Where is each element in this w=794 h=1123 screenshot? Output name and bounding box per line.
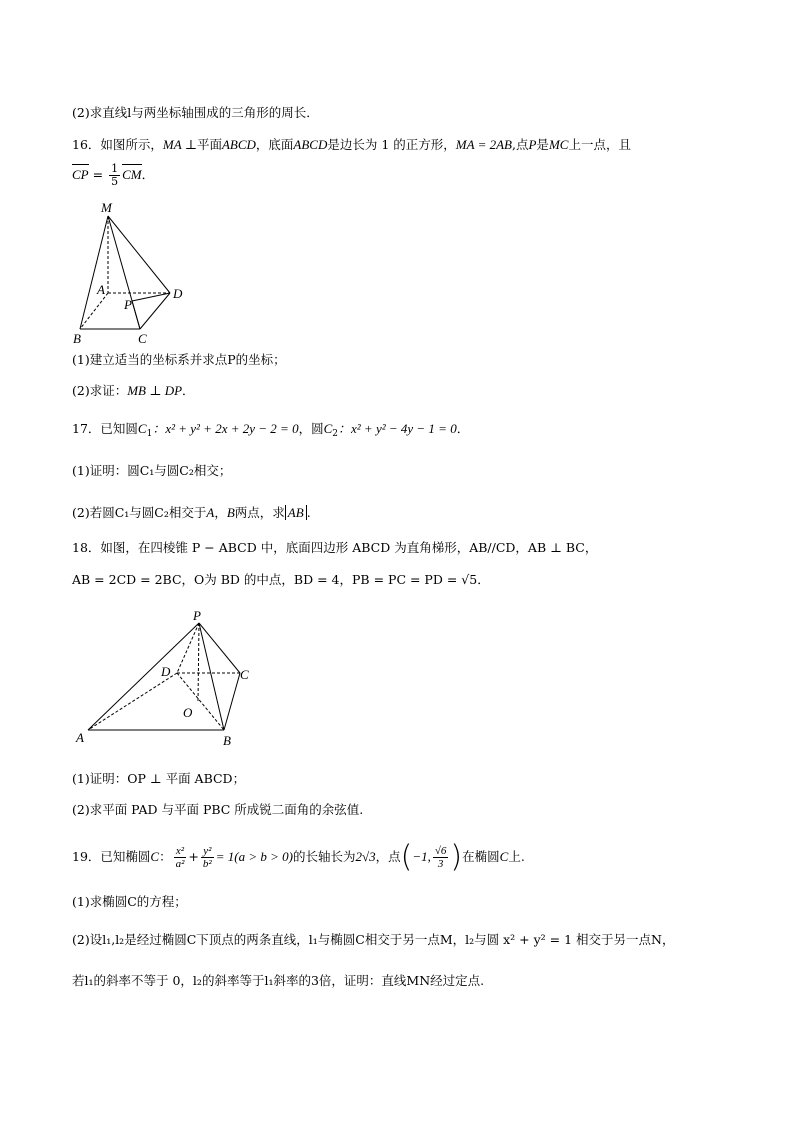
q16-part2-a: (2)求证： [72,383,128,398]
q16-pyramid-figure [70,196,200,348]
q19-stem-c: ： [159,849,172,864]
q16-label-d: D [173,286,183,301]
q19-stem-d: 的长轴长为 [292,849,356,864]
q17-part2-e: 两点，求 [234,505,285,520]
q18-line1 [72,539,597,557]
q15-part2: (2)求直线l与两坐标轴围成的三角形的周长． [72,105,319,120]
q19-pt-frac [433,845,449,870]
q16-vector-cm: CM [122,167,142,182]
q17-c1: C [137,421,147,436]
q18-label-d: D [161,664,171,679]
q19-frac-x [174,845,187,870]
q16-label-p: P [124,297,132,312]
q19-pt-n: √6 [434,845,447,857]
q17-end: ． [456,421,470,436]
q17-eq2: ：x² + y² − 4y − 1 = 0 [338,421,457,436]
q16-stem-g: 是边长为 1 的正方形， [327,137,456,152]
q16-stem-i: ,点 [511,137,529,152]
q19-part2-line1: (2)设l₁,l₂是经过椭圆C下顶点的两条直线，l₁与椭圆C相交于另一点M，l₂与圆 x² + y² = 1 相交于另一点N， [72,932,675,947]
q18-number: 18． [72,540,101,555]
q18-pyramid-figure [72,604,262,750]
q17-stem-a: 已知圆 [100,421,138,436]
q18-part2: (2)求平面 PAD 与平面 PBC 所成锐二面角的余弦值. [72,802,364,817]
q17-part1: (1)证明：圆C₁与圆C₂相交； [72,463,232,478]
q16-vector-cp: CP [72,167,89,182]
q19-cond: = 1(a > b > 0) [215,849,293,864]
q16-fraction [109,163,120,188]
q18-label-b: B [223,733,231,748]
q16-stem-c: 平面 [196,137,222,152]
q17-eq1: ：x² + y² + 2x + 2y − 2 = 0 [152,421,299,436]
q18-label-p: P [193,608,201,623]
q18-label-a: A [76,730,84,745]
q16-end: ． [141,167,155,182]
q16-label-m: M [101,200,112,215]
q17-part2-a: (2)若圆C₁与圆C₂相交于 [72,505,207,520]
q16-equals: = [92,167,104,182]
q19-pt-d: 3 [437,858,444,870]
q17-mid: ，圆 [298,421,324,436]
q19-a2: a² [175,858,185,870]
q16-part2 [72,382,195,400]
q19-stem-g: C [499,849,509,864]
q19-stem-h: 上. [508,849,525,864]
q18-part1: (1)证明：OP ⊥ 平面 ABCD； [72,771,246,786]
q19-len: 2√3 [355,849,376,864]
q18-label-c: C [240,667,249,682]
q17-number: 17． [72,421,101,436]
q16-stem-l: MC [548,137,569,152]
q17-part2-c: ， [214,505,227,520]
q16-part1: (1)建立适当的坐标系并求点P的坐标； [72,352,286,367]
q19-b2: b² [202,858,212,870]
q16-vector-equation [72,163,154,188]
q16-label-a: A [97,282,105,297]
q18-label-o: O [183,705,193,720]
q19-stem-f: 在椭圆 [462,849,500,864]
q19-stem-e: ，点 [375,849,401,864]
q17-part2 [72,504,311,522]
q16-stem-f: ABCD [293,137,328,152]
q16-stem-k: 是 [536,137,549,152]
q16-stem-m: 上一点，且 [568,137,631,152]
q17-part2-d: B [226,505,235,520]
q16-stem-a: 如图所示， [100,137,163,152]
q16-number: 16． [72,137,101,152]
q17-part2-f: AB [285,505,307,520]
q19-y2: y² [201,845,214,858]
q16-part2-c: ． [182,383,195,398]
q17-part2-g: . [306,505,311,520]
q16-fraction-num: 1 [111,162,119,175]
q19-number: 19． [72,849,101,864]
q16-stem-b: MA ⊥ [162,137,197,152]
q17-part2-b: A [206,505,215,520]
q18-line1-text: 如图，在四棱锥 P − ABCD 中，底面四边形 ABCD 为直角梯形，AB//CD，AB ⊥ BC， [100,540,598,555]
q17-c2: C [323,421,333,436]
q16-stem-e: ，底面 [255,137,294,152]
q16-part2-b: MB ⊥ DP [127,383,183,398]
q19-stem-b: C [150,849,160,864]
q16-label-b: B [73,331,81,346]
q19-frac-y [201,845,214,870]
q16-stem-h: MA = 2AB [455,137,512,152]
q19-plus: + [188,849,199,864]
q16-stem [72,136,631,154]
q19-pt-a: −1, [412,849,431,864]
q19-part1: (1)求椭圆C的方程； [72,894,187,909]
q18-line2: AB = 2CD = 2BC，O为 BD 的中点，BD = 4，PB = PC = PD = √5． [72,572,490,587]
q19-stem-a: 已知椭圆 [100,849,151,864]
q16-stem-j: P [528,137,537,152]
q19-part2-line2: 若l₁的斜率不等于 0，l₂的斜率等于l₁斜率的3倍，证明：直线MN经过定点. [72,973,485,988]
q16-label-c: C [138,331,147,346]
q19-x2: x² [174,845,187,858]
q17-stem: 17．已知圆$C_1$：x² + y² + 2x + 2y − 2 = 0，圆$C_2$：x² + y² − 4y − 1 = 0． [72,421,470,439]
q16-stem-d: ABCD [221,137,256,152]
q16-fraction-den: 5 [111,175,119,188]
q19-stem: 19．已知椭圆C： $\frac{\text{x²}}{\text{a²}}$ + $\frac{\text{y²}}{\text{b²}}$ = 1(a > b > 0)的长轴长为2√3，点(−1, $\frac{√6}{3}$ )在椭圆C上. [72,839,525,875]
